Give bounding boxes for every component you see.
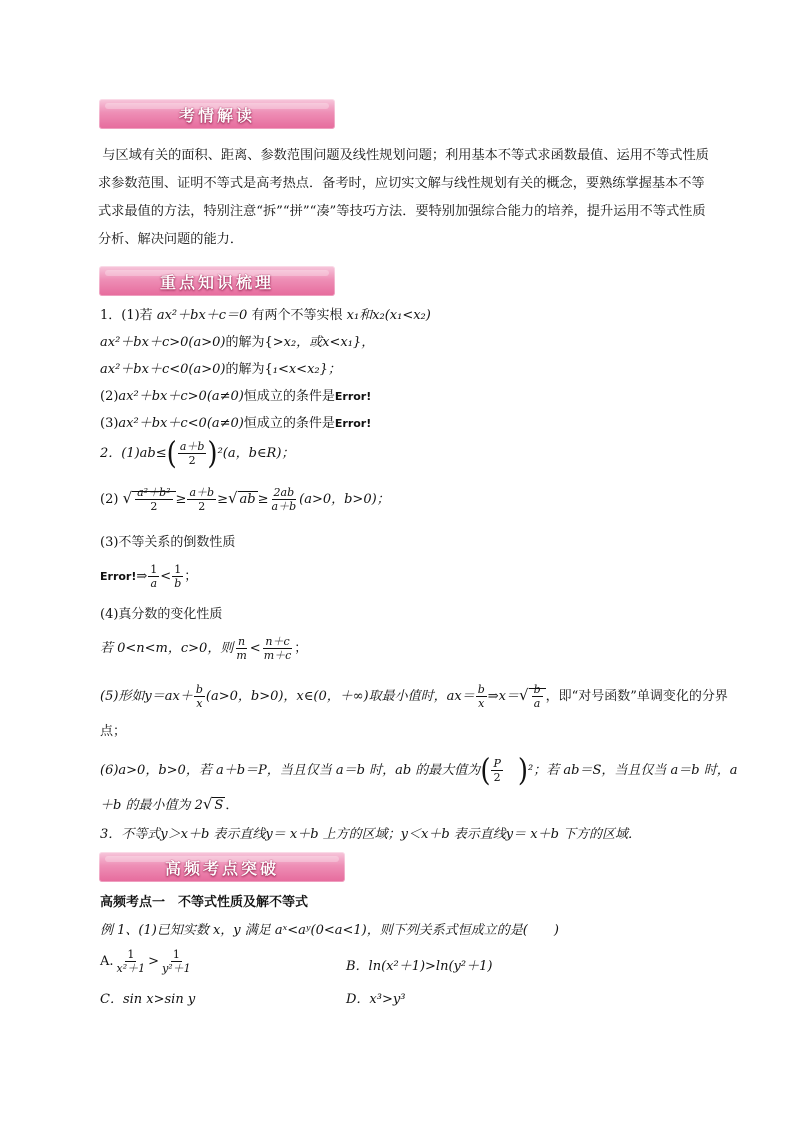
- numerator: 1: [150, 563, 158, 576]
- denominator: 2: [198, 500, 206, 513]
- item-4-formula: [100, 635, 307, 662]
- item-1-line-1: [100, 304, 431, 323]
- solution-set: >x₂，或x<x₁}，: [272, 335, 375, 350]
- numerator: 1: [127, 948, 135, 961]
- option-label: A.: [100, 954, 114, 969]
- denominator: y²＋1: [162, 962, 191, 975]
- section-banner-zhishi: [99, 266, 335, 296]
- error-field: Error!: [334, 417, 372, 430]
- less-than: <: [249, 641, 261, 656]
- text: ＋b 的最小值为 2: [100, 798, 203, 813]
- greater-than: >: [148, 954, 160, 969]
- radicand: ab: [239, 492, 256, 507]
- option-text: C．sin x>sin y: [100, 992, 196, 1007]
- fraction: [160, 948, 193, 975]
- text: (3): [100, 416, 119, 431]
- intro-paragraph: [98, 142, 712, 254]
- question-text: 例 1、(1)已知实数 x，y 满足 aˣ<aʸ(0<a<1)，则下列关系式恒成立的是( ): [100, 923, 559, 938]
- error-field: Error!: [334, 390, 372, 403]
- denominator: 2: [493, 771, 501, 784]
- open-paren: (: [166, 435, 177, 472]
- option-text: D．x³>y³: [346, 992, 406, 1007]
- close-paren: ): [517, 752, 529, 789]
- denominator: a: [150, 577, 158, 590]
- numerator: b: [533, 683, 541, 696]
- expression: ax²＋bx＋c>0(a≠0): [118, 389, 244, 404]
- open-paren: (: [480, 752, 491, 789]
- numerator: n＋c: [265, 635, 290, 648]
- text: ，即“对号函数”单调变化的分界: [545, 689, 728, 704]
- denominator: x: [478, 697, 485, 710]
- denominator: a＋b: [271, 500, 297, 513]
- equation: ax²＋bx＋c＝0: [156, 308, 248, 323]
- item-2-line-1: [100, 435, 295, 472]
- text: 1．(1)若: [100, 308, 153, 323]
- section-title: 高频考点突破: [164, 858, 279, 878]
- numerator: 2ab: [273, 486, 295, 499]
- numerator: b: [477, 683, 485, 696]
- expression: ax²＋bx＋c<0(a>0): [100, 362, 226, 377]
- text: 的解为{: [225, 362, 273, 377]
- item-5-line-1: [100, 683, 728, 710]
- text: ⇒x＝: [487, 689, 519, 704]
- numerator: n: [238, 635, 246, 648]
- denominator: 2: [188, 454, 196, 467]
- fraction: [115, 948, 148, 975]
- text: 点；: [100, 724, 127, 739]
- radical-sign: √: [202, 795, 213, 813]
- expression: ax²＋bx＋c>0(a>0): [100, 335, 226, 350]
- text: (6)a>0，b>0，若 a＋b＝P，当且仅当 a＝b 时，ab 的最大值为: [100, 763, 481, 778]
- numerator: 1: [174, 563, 182, 576]
- fraction: [234, 635, 248, 662]
- numerator: b: [195, 683, 203, 696]
- item-3-formula: [100, 563, 197, 590]
- text: ²；若 ab＝S，当且仅当 a＝b 时，a: [528, 763, 738, 778]
- expression: ax²＋bx＋c<0(a≠0): [118, 416, 244, 431]
- text: ；: [294, 641, 308, 656]
- text: 有两个不等实根: [251, 308, 343, 323]
- solution-set: ₁<x<x₂}；: [272, 362, 341, 377]
- radicand: S: [214, 798, 224, 813]
- numerator: a²＋b²: [137, 486, 171, 499]
- heading-text: 高频考点一 不等式性质及解不等式: [100, 895, 309, 910]
- text: 2．(1)ab≤: [100, 446, 167, 461]
- denominator: a: [533, 697, 541, 710]
- close-paren: ): [207, 435, 218, 472]
- section-banner-kaoqing: [99, 99, 335, 129]
- text: 若 0<n<m，c>0，则: [100, 641, 234, 656]
- numerator: P: [493, 757, 501, 770]
- item-3-inequality-regions: [100, 823, 641, 842]
- numerator: a＋b: [179, 440, 205, 453]
- radicand: [132, 486, 175, 513]
- item-6-line-2: [100, 794, 238, 813]
- implies: ⇒: [136, 569, 148, 584]
- subsection-heading: [100, 891, 308, 910]
- section-title: 考情解读: [178, 105, 255, 125]
- radicand: [529, 683, 546, 710]
- item-1-line-5: [100, 412, 371, 431]
- option-d: [346, 988, 405, 1007]
- item-2-line-2: [100, 486, 390, 513]
- section-banner-gaopin: [99, 852, 345, 882]
- radical-sign: √: [122, 489, 133, 507]
- denominator: b: [174, 577, 182, 590]
- item-1-line-3: [100, 358, 341, 377]
- text: ²(a，b∈R)；: [217, 446, 295, 461]
- numerator: a＋b: [189, 486, 215, 499]
- denominator: m＋c: [263, 649, 292, 662]
- fraction: [262, 635, 294, 662]
- fraction: [270, 486, 299, 513]
- fraction: [491, 757, 502, 784]
- text: ；: [184, 569, 198, 584]
- fraction: [148, 563, 159, 590]
- item-4-title: [100, 603, 222, 622]
- fraction: [194, 683, 205, 710]
- text: 恒成立的条件是: [243, 416, 335, 431]
- denominator: x: [196, 697, 203, 710]
- denominator: 2: [150, 500, 158, 513]
- item-5-line-2: [100, 720, 126, 739]
- error-field: Error!: [100, 570, 137, 583]
- text: (2): [100, 389, 119, 404]
- numerator: 1: [172, 948, 180, 961]
- option-b: [346, 955, 492, 974]
- option-text: B．ln(x²＋1)>ln(y²＋1): [346, 959, 493, 974]
- fraction: [476, 683, 487, 710]
- denominator: m: [236, 649, 247, 662]
- geq: ≥: [217, 492, 228, 507]
- item-6-line-1: [100, 752, 738, 789]
- text: ．: [225, 798, 239, 813]
- item-1-line-4: [100, 385, 371, 404]
- option-a: [100, 948, 194, 975]
- text: (a>0，b>0)，x∈(0，＋∞)取最小值时，ax＝: [205, 689, 475, 704]
- text: (4)真分数的变化性质: [100, 607, 223, 622]
- text: (5)形如y＝ax＋: [100, 689, 193, 704]
- item-3-title: [100, 531, 235, 550]
- fraction: [187, 486, 216, 513]
- fraction: [172, 563, 183, 590]
- intro-text: 与区域有关的面积、距离、参数范围问题及线性规划问题；利用基本不等式求函数最值、运用不等式性质求参数范围、证明不等式是高考热点．备考时，应切实文解与线性规划有关的概念，要熟练掌握基本不等式求最值的方法，特别注意“拆”“拼”“凑”等技巧方法．要特别加强综合能力的培养，提升运用不等式性质分析、解决问题的能力．: [98, 148, 709, 247]
- text: (3)不等关系的倒数性质: [100, 535, 236, 550]
- radical-sign: √: [519, 686, 529, 704]
- fraction: [178, 440, 207, 467]
- less-than: <: [160, 569, 172, 584]
- text: 恒成立的条件是: [243, 389, 335, 404]
- text: 3．不等式y＞x＋b 表示直线y＝ x＋b 上方的区域；y＜x＋b 表示直线y＝ x＋b 下方的区域．: [100, 827, 642, 842]
- section-title: 重点知识梳理: [159, 272, 274, 292]
- example-1-stem: [100, 919, 559, 938]
- option-c: [100, 988, 195, 1007]
- text: 的解为{: [225, 335, 273, 350]
- text: (2): [100, 492, 119, 507]
- geq: ≥: [257, 492, 269, 507]
- roots: x₁和x₂(x₁<x₂): [346, 308, 431, 323]
- denominator: x²＋1: [116, 962, 146, 975]
- item-1-line-2: [100, 331, 374, 350]
- text: (a>0，b>0)；: [299, 492, 390, 507]
- geq: ≥: [175, 492, 187, 507]
- radical-sign: √: [227, 489, 238, 507]
